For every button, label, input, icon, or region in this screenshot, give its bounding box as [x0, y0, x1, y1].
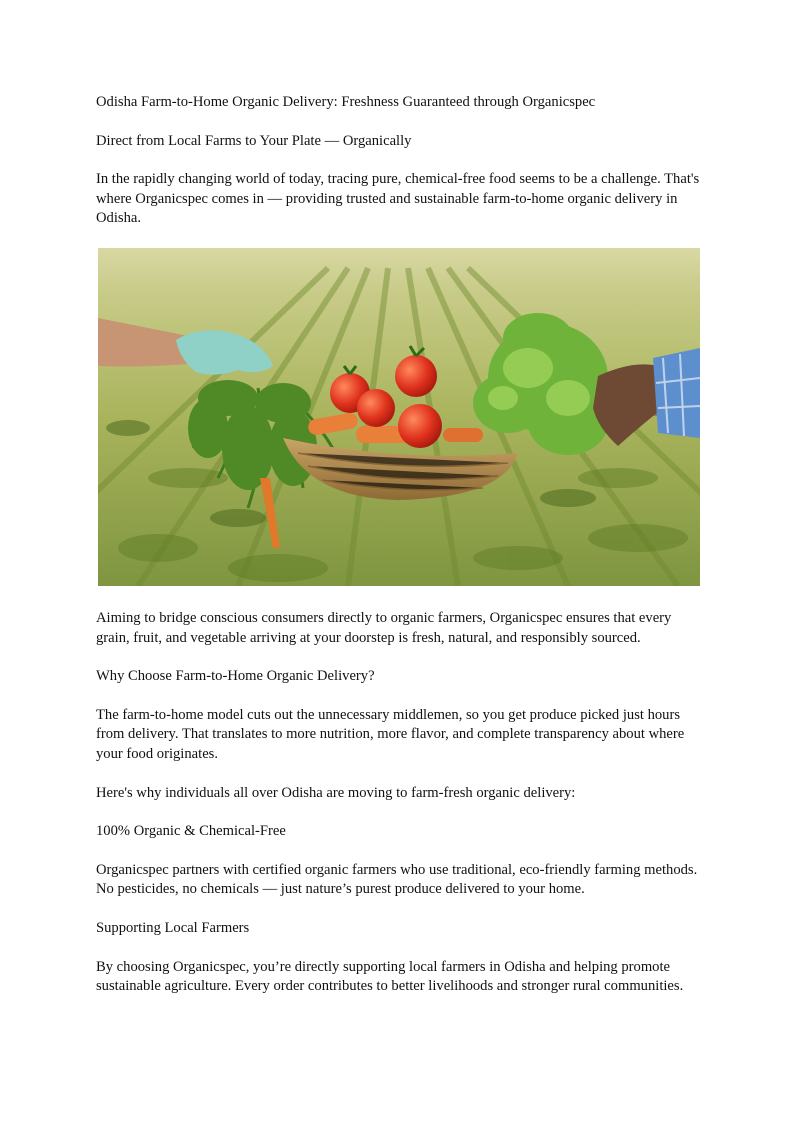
- section1-heading: 100% Organic & Chemical-Free: [96, 823, 286, 840]
- document-page: [96, 93, 706, 1016]
- intro-paragraph: In the rapidly changing world of today, tracing pure, chemical-free food seems to be a challenge. That's where Organicspec comes in — providing trusted and sustainable farm-to-home organic delivery in Odisha.: [96, 171, 700, 227]
- moving-paragraph: Here's why individuals all over Odisha are moving to farm-fresh organic delivery:: [96, 784, 576, 801]
- produce-basket-illustration: [98, 248, 700, 586]
- document-subtitle: Direct from Local Farms to Your Plate — Organically: [96, 132, 412, 149]
- why-heading: Why Choose Farm-to-Home Organic Delivery?: [96, 668, 375, 685]
- why-paragraph: The farm-to-home model cuts out the unnecessary middlemen, so you get produce picked just hours from delivery. That translates to more nutrition, more flavor, and complete transparency about where your food originates.: [96, 706, 685, 762]
- section2-heading: Supporting Local Farmers: [96, 919, 250, 936]
- document-title: Odisha Farm-to-Home Organic Delivery: Freshness Guaranteed through Organicspec: [96, 94, 596, 110]
- section2-paragraph: By choosing Organicspec, you’re directly supporting local farmers in Odisha and helping promote sustainable agriculture. Every order contributes to better livelihoods and stronger rural communities.: [96, 958, 684, 995]
- farm-produce-photo: [98, 248, 700, 586]
- section1-paragraph: Organicspec partners with certified organic farmers who use traditional, eco-friendly farming methods. No pesticides, no chemicals — just nature’s purest produce delivered to your home.: [96, 861, 698, 898]
- aim-paragraph: Aiming to bridge conscious consumers directly to organic farmers, Organicspec ensures that every grain, fruit, and vegetable arriving at your doorstep is fresh, natural, and responsibly sourced.: [96, 609, 672, 646]
